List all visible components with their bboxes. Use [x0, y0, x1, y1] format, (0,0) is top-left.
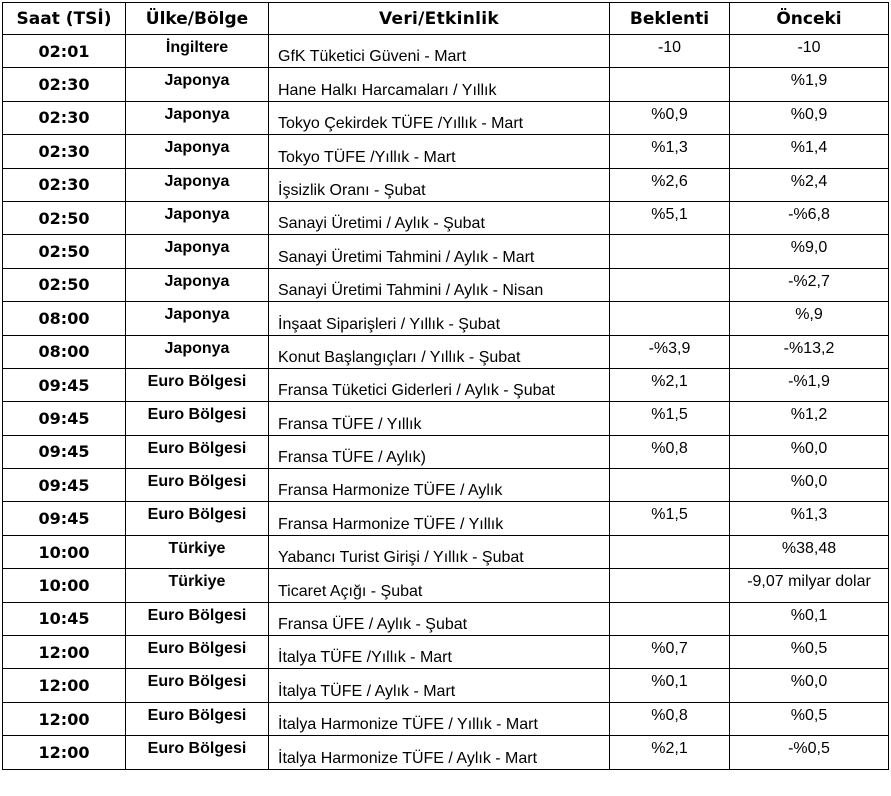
row-expected [610, 235, 730, 268]
row-time: 09:45 [3, 502, 126, 535]
row-event: Fransa Harmonize TÜFE / Aylık [269, 469, 610, 502]
row-event: Tokyo Çekirdek TÜFE /Yıllık - Mart [269, 101, 610, 134]
row-time: 12:00 [3, 736, 126, 769]
table-row [3, 335, 889, 368]
row-time: 02:30 [3, 101, 126, 134]
row-country: Japonya [126, 101, 269, 134]
header-expected: Beklenti [610, 3, 730, 35]
table-row [3, 35, 889, 68]
header-row [3, 3, 889, 35]
row-time: 02:50 [3, 235, 126, 268]
row-expected [610, 602, 730, 635]
row-expected: %2,1 [610, 368, 730, 401]
row-expected: %0,8 [610, 435, 730, 468]
row-previous: -%6,8 [730, 201, 889, 234]
row-expected: -%3,9 [610, 335, 730, 368]
row-time: 08:00 [3, 302, 126, 335]
row-time: 02:30 [3, 68, 126, 101]
row-country: Euro Bölgesi [126, 502, 269, 535]
row-time: 09:45 [3, 368, 126, 401]
row-event: İtalya TÜFE /Yıllık - Mart [269, 636, 610, 669]
row-expected: -10 [610, 35, 730, 68]
row-time: 10:00 [3, 569, 126, 602]
row-country: Euro Bölgesi [126, 736, 269, 769]
table-row [3, 435, 889, 468]
table-row [3, 135, 889, 168]
row-previous: -%2,7 [730, 268, 889, 301]
row-event: Fransa ÜFE / Aylık - Şubat [269, 602, 610, 635]
table-row [3, 602, 889, 635]
table-row [3, 268, 889, 301]
calendar-table-container [2, 2, 889, 770]
row-event: Sanayi Üretimi / Aylık - Şubat [269, 201, 610, 234]
row-country: Euro Bölgesi [126, 435, 269, 468]
row-event: Yabancı Turist Girişi / Yıllık - Şubat [269, 535, 610, 568]
table-row [3, 402, 889, 435]
row-time: 09:45 [3, 435, 126, 468]
row-previous: %1,4 [730, 135, 889, 168]
row-time: 10:45 [3, 602, 126, 635]
table-row [3, 368, 889, 401]
row-time: 02:01 [3, 35, 126, 68]
row-previous: %1,9 [730, 68, 889, 101]
table-row [3, 702, 889, 735]
row-event: Sanayi Üretimi Tahmini / Aylık - Mart [269, 235, 610, 268]
row-expected: %0,8 [610, 702, 730, 735]
row-expected: %5,1 [610, 201, 730, 234]
header-country: Ülke/Bölge [126, 3, 269, 35]
row-time: 12:00 [3, 636, 126, 669]
table-row [3, 302, 889, 335]
table-row [3, 669, 889, 702]
row-previous: %38,48 [730, 535, 889, 568]
table-row [3, 502, 889, 535]
row-expected: %1,3 [610, 135, 730, 168]
row-expected [610, 268, 730, 301]
row-time: 02:50 [3, 268, 126, 301]
row-expected [610, 68, 730, 101]
row-time: 09:45 [3, 402, 126, 435]
header-previous: Önceki [730, 3, 889, 35]
row-country: Japonya [126, 235, 269, 268]
row-time: 02:50 [3, 201, 126, 234]
table-row [3, 569, 889, 602]
row-expected: %2,1 [610, 736, 730, 769]
row-expected: %2,6 [610, 168, 730, 201]
header-event: Veri/Etkinlik [269, 3, 610, 35]
row-country: Euro Bölgesi [126, 469, 269, 502]
row-expected [610, 535, 730, 568]
table-row [3, 101, 889, 134]
row-event: Fransa Tüketici Giderleri / Aylık - Şubat [269, 368, 610, 401]
row-event: GfK Tüketici Güveni - Mart [269, 35, 610, 68]
row-previous: %0,9 [730, 101, 889, 134]
table-row [3, 636, 889, 669]
row-previous: %1,2 [730, 402, 889, 435]
row-previous: %2,4 [730, 168, 889, 201]
row-event: Konut Başlangıçları / Yıllık - Şubat [269, 335, 610, 368]
row-country: Euro Bölgesi [126, 368, 269, 401]
row-country: Japonya [126, 335, 269, 368]
row-time: 02:30 [3, 168, 126, 201]
row-previous: -%0,5 [730, 736, 889, 769]
row-previous: %0,0 [730, 469, 889, 502]
row-time: 09:45 [3, 469, 126, 502]
row-event: Fransa Harmonize TÜFE / Yıllık [269, 502, 610, 535]
table-row [3, 168, 889, 201]
row-event: İnşaat Siparişleri / Yıllık - Şubat [269, 302, 610, 335]
row-expected: %1,5 [610, 502, 730, 535]
row-event: İşsizlik Oranı - Şubat [269, 168, 610, 201]
row-previous: %1,3 [730, 502, 889, 535]
row-country: Japonya [126, 302, 269, 335]
row-event: İtalya Harmonize TÜFE / Yıllık - Mart [269, 702, 610, 735]
row-country: Japonya [126, 168, 269, 201]
row-previous: %0,5 [730, 636, 889, 669]
row-event: Sanayi Üretimi Tahmini / Aylık - Nisan [269, 268, 610, 301]
row-country: Türkiye [126, 535, 269, 568]
row-previous: -%13,2 [730, 335, 889, 368]
economic-calendar-table [2, 2, 889, 770]
table-row [3, 736, 889, 769]
row-expected: %0,7 [610, 636, 730, 669]
row-country: Japonya [126, 135, 269, 168]
row-expected [610, 302, 730, 335]
table-row [3, 68, 889, 101]
row-previous: %9,0 [730, 235, 889, 268]
row-event: İtalya Harmonize TÜFE / Aylık - Mart [269, 736, 610, 769]
row-previous: -9,07 milyar dolar [730, 569, 889, 602]
row-expected [610, 569, 730, 602]
row-expected: %0,1 [610, 669, 730, 702]
row-previous: -%1,9 [730, 368, 889, 401]
row-previous: %0,1 [730, 602, 889, 635]
row-country: Japonya [126, 68, 269, 101]
table-body [3, 35, 889, 770]
row-country: Euro Bölgesi [126, 702, 269, 735]
row-event: Hane Halkı Harcamaları / Yıllık [269, 68, 610, 101]
row-event: Ticaret Açığı - Şubat [269, 569, 610, 602]
row-expected: %0,9 [610, 101, 730, 134]
row-time: 08:00 [3, 335, 126, 368]
row-time: 02:30 [3, 135, 126, 168]
row-event: İtalya TÜFE / Aylık - Mart [269, 669, 610, 702]
row-expected: %1,5 [610, 402, 730, 435]
row-country: Euro Bölgesi [126, 636, 269, 669]
row-country: Euro Bölgesi [126, 402, 269, 435]
row-previous: -10 [730, 35, 889, 68]
table-row [3, 235, 889, 268]
row-time: 12:00 [3, 702, 126, 735]
table-row [3, 201, 889, 234]
table-row [3, 469, 889, 502]
row-country: Euro Bölgesi [126, 669, 269, 702]
row-country: Japonya [126, 201, 269, 234]
row-previous: %0,0 [730, 435, 889, 468]
row-country: Türkiye [126, 569, 269, 602]
row-event: Fransa TÜFE / Aylık) [269, 435, 610, 468]
row-event: Tokyo TÜFE /Yıllık - Mart [269, 135, 610, 168]
row-country: Japonya [126, 268, 269, 301]
row-country: İngiltere [126, 35, 269, 68]
row-previous: %0,5 [730, 702, 889, 735]
row-event: Fransa TÜFE / Yıllık [269, 402, 610, 435]
table-row [3, 535, 889, 568]
row-time: 12:00 [3, 669, 126, 702]
row-previous: %,9 [730, 302, 889, 335]
row-country: Euro Bölgesi [126, 602, 269, 635]
row-time: 10:00 [3, 535, 126, 568]
header-time: Saat (TSİ) [3, 3, 126, 35]
row-previous: %0,0 [730, 669, 889, 702]
row-expected [610, 469, 730, 502]
